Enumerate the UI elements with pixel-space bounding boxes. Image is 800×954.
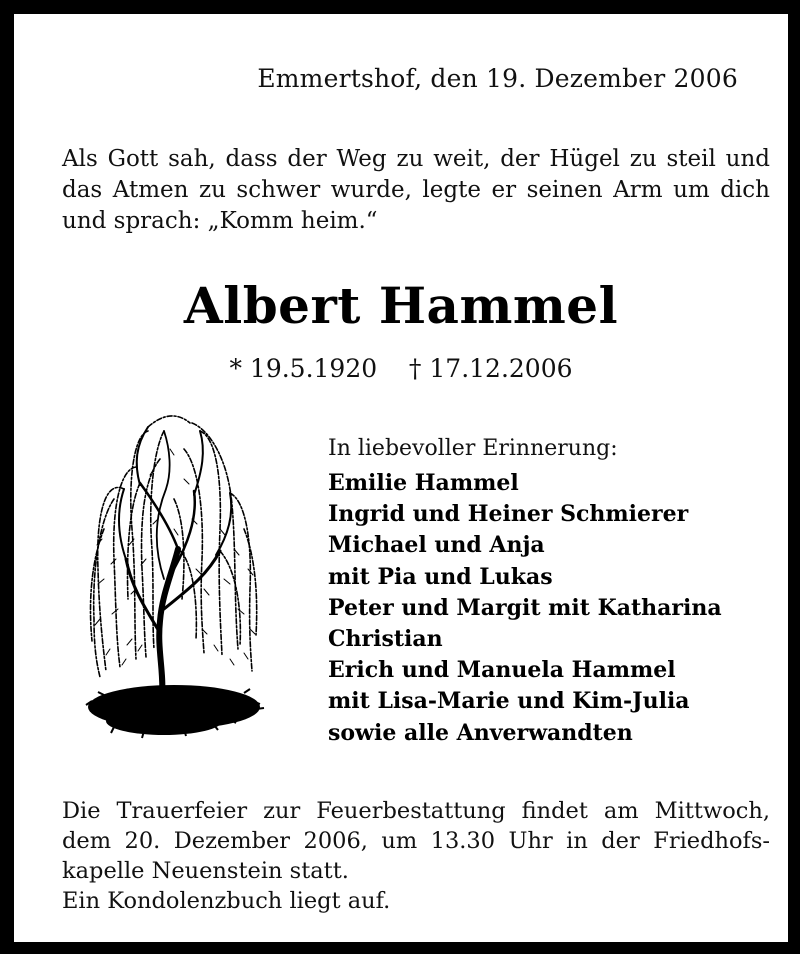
place-date: Emmertshof, den 19. Dezember 2006 xyxy=(257,64,738,93)
quote-line: das Atmen zu schwer wurde, legte er seinen Arm um dich xyxy=(62,177,770,203)
weeping-willow-tree-icon xyxy=(74,409,266,764)
quote-line: Als Gott sah, dass der Weg zu weit, der Hügel zu steil und xyxy=(62,146,770,172)
mourner-name: Ingrid und Heiner Schmierer xyxy=(328,501,689,528)
mourner-name: mit Lisa-Marie und Kim-Julia xyxy=(328,688,690,715)
life-dates: * 19.5.1920 † 17.12.2006 xyxy=(229,354,573,383)
mourner-name: mit Pia und Lukas xyxy=(328,563,553,590)
mourners-intro: In liebevoller Erinnerung: xyxy=(328,436,618,461)
notice-line: kapelle Neuenstein statt. xyxy=(62,858,349,884)
mourner-name: Peter und Margit mit Katharina xyxy=(328,594,722,621)
quote-text xyxy=(62,144,770,237)
notice-line: Ein Kondolenzbuch liegt auf. xyxy=(62,888,391,914)
mourner-name: Emilie Hammel xyxy=(328,470,519,496)
mourners-list xyxy=(328,468,788,749)
mourner-name: Michael und Anja xyxy=(328,532,545,559)
tree-ground-shadow xyxy=(86,685,264,738)
notice-line: dem 20. Dezember 2006, um 13.30 Uhr in der Friedhofs- xyxy=(62,828,770,854)
mourner-name: sowie alle Anverwandten xyxy=(328,719,633,746)
quote-line: und sprach: „Komm heim.“ xyxy=(62,208,378,234)
notice-line: Die Trauerfeier zur Feuerbestattung findet am Mittwoch, xyxy=(62,798,770,824)
mourner-name: Erich und Manuela Hammel xyxy=(328,657,676,684)
funeral-notice xyxy=(62,796,770,916)
mourners-block xyxy=(328,433,788,749)
mourner-name: Christian xyxy=(328,626,443,653)
deceased-name: Albert Hammel xyxy=(183,276,619,335)
